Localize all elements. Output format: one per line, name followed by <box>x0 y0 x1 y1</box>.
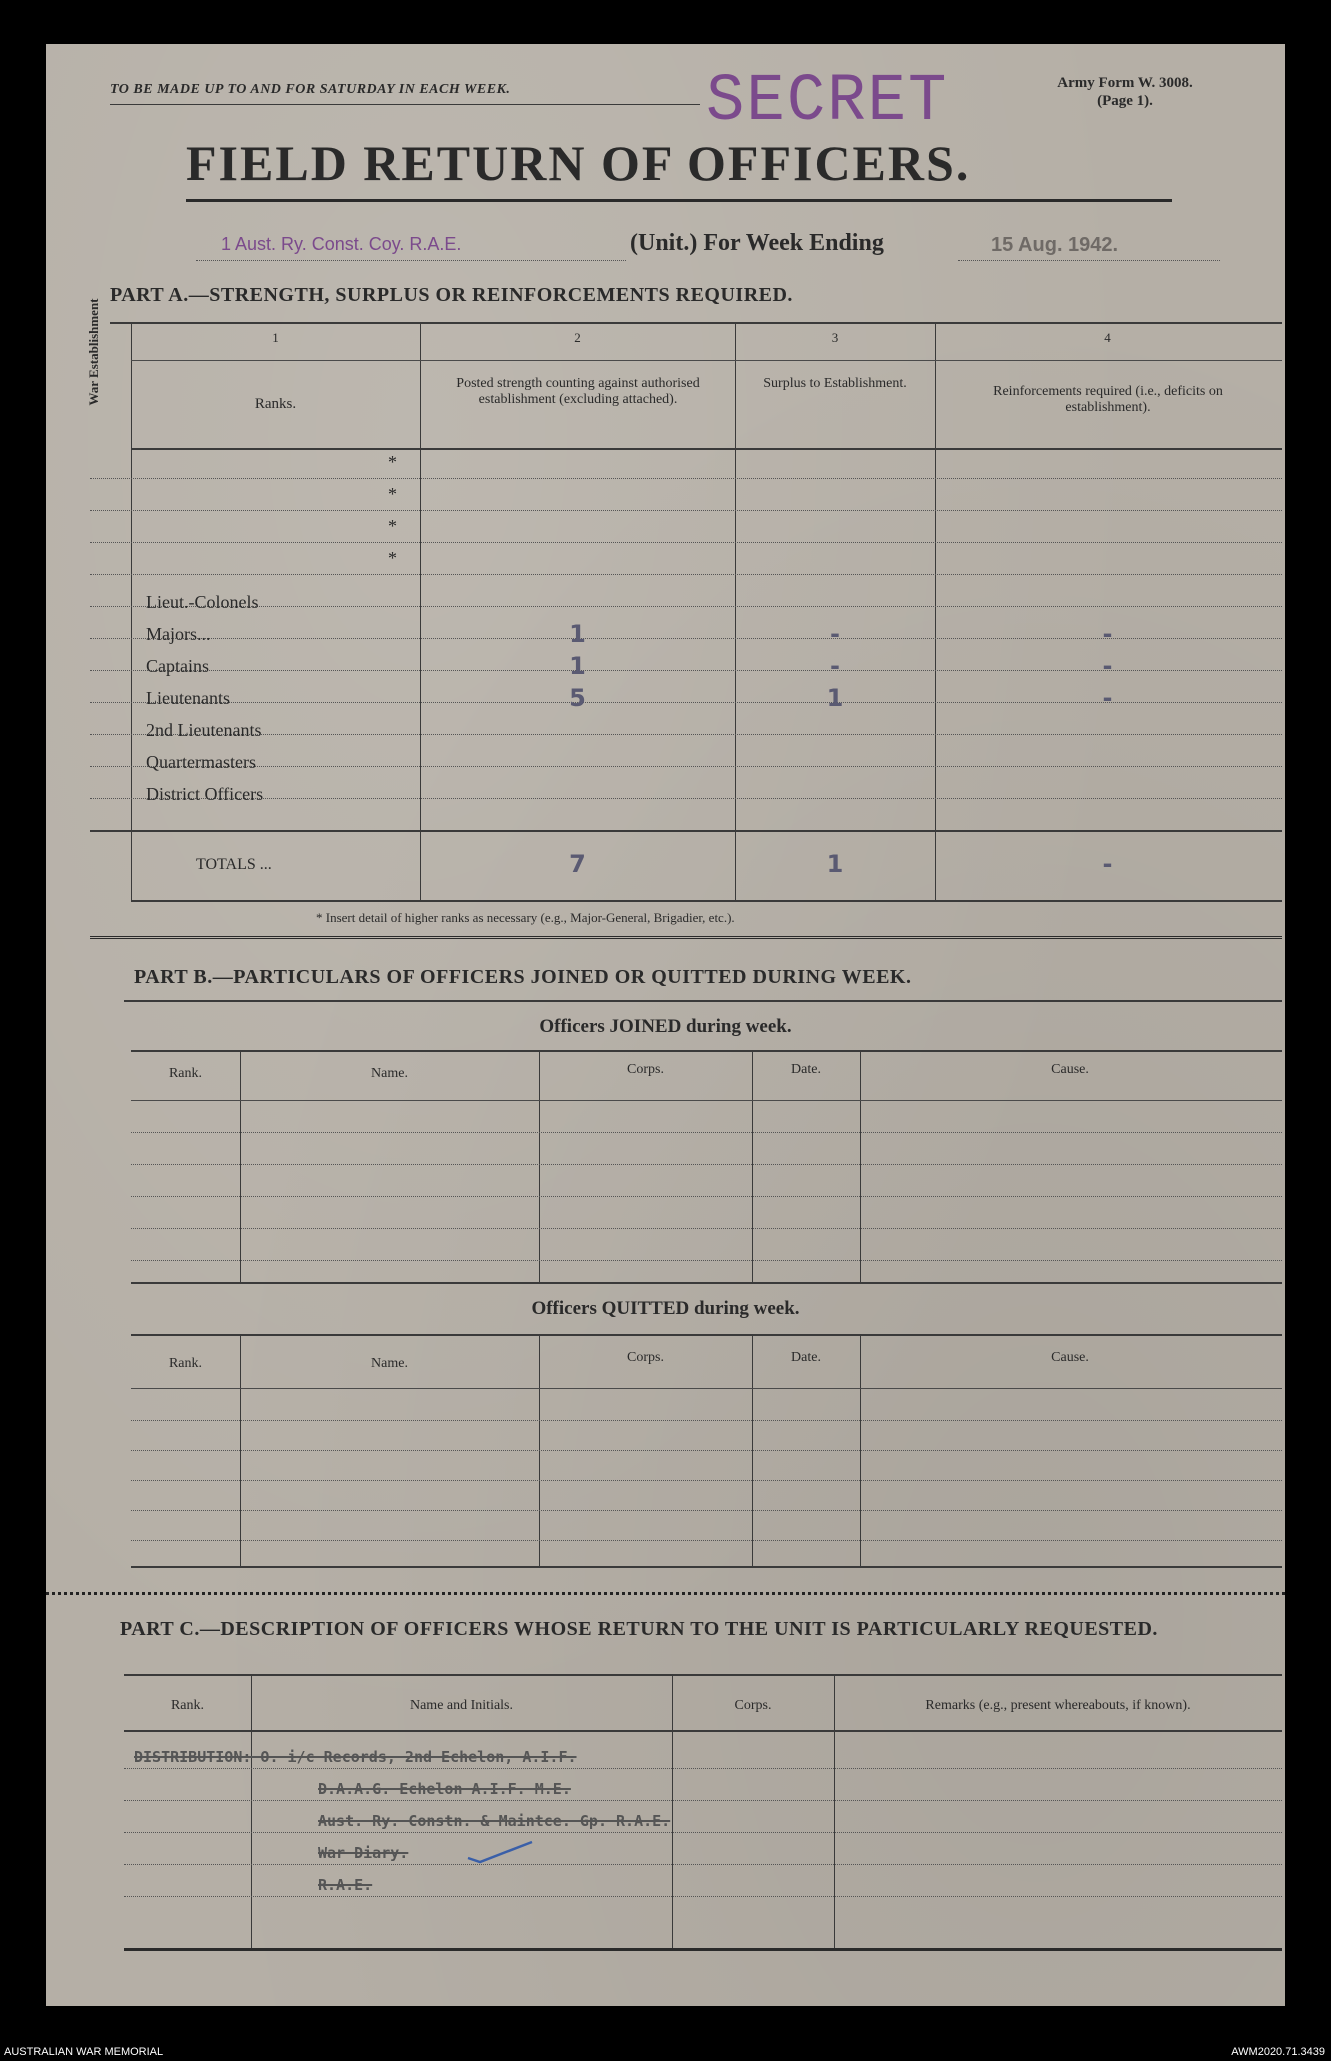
col-number: 2 <box>574 330 581 345</box>
rank-label: Majors... <box>146 624 211 644</box>
totals-bottom-rule <box>131 900 1282 902</box>
col-divider <box>420 322 421 900</box>
totals-posted: 7 <box>569 850 586 878</box>
army-form-number: Army Form W. 3008. <box>1057 75 1193 91</box>
rank-label: Captains <box>146 656 209 676</box>
posted-value: 5 <box>569 684 586 712</box>
joined-date-header: Date. <box>791 1062 821 1077</box>
col-divider <box>935 322 936 900</box>
part-a-top-rule <box>110 322 1282 324</box>
reinf-value: - <box>1102 652 1113 680</box>
totals-label: TOTALS ... <box>196 856 272 873</box>
page-number: (Page 1). <box>1097 93 1153 109</box>
col-number: 4 <box>1104 330 1111 345</box>
row-rule <box>90 574 1282 575</box>
row-rule <box>131 1260 1282 1261</box>
row-rule <box>131 1420 1282 1421</box>
week-dotted-line <box>958 260 1220 261</box>
row-rule <box>90 478 1282 479</box>
row-rule <box>131 1164 1282 1165</box>
row-rule <box>90 734 1282 735</box>
part-c-name-header: Name and Initials. <box>409 1698 514 1713</box>
row-rule <box>131 1450 1282 1451</box>
row-rule <box>131 1132 1282 1133</box>
rank-label: Quartermasters <box>146 752 256 772</box>
quitted-bottom-rule <box>131 1566 1282 1568</box>
posted-value: 1 <box>569 620 586 648</box>
col-divider <box>240 1050 241 1282</box>
row-rule <box>124 1800 1282 1801</box>
col-divider <box>539 1050 540 1282</box>
week-ending-value: 15 Aug. 1942. <box>991 234 1119 256</box>
quitted-top-rule <box>131 1334 1282 1336</box>
unit-value: 1 Aust. Ry. Const. Coy. R.A.E. <box>221 234 462 254</box>
joined-corps-header: Corps. <box>627 1062 664 1077</box>
footer-left: AUSTRALIAN WAR MEMORIAL <box>4 2046 164 2058</box>
joined-rank-header: Rank. <box>168 1066 203 1081</box>
row-rule <box>90 798 1282 799</box>
joined-name-header: Name. <box>371 1066 408 1081</box>
part-c-bottom-rule <box>124 1948 1282 1951</box>
row-rule <box>131 1388 1282 1389</box>
secret-stamp: SECRET <box>706 64 949 140</box>
totals-surplus: 1 <box>826 850 844 878</box>
quitted-date-header: Date. <box>791 1350 821 1365</box>
quitted-corps-header: Corps. <box>627 1350 664 1365</box>
col-divider <box>735 322 736 900</box>
part-c-rule <box>124 1674 1282 1676</box>
star-marker: * <box>388 452 397 472</box>
quitted-name-header: Name. <box>371 1356 408 1371</box>
distribution-line: Aust. Ry. Constn. & Maintce. Gp. R.A.E. <box>318 1812 671 1830</box>
col-divider <box>752 1050 753 1282</box>
joined-title: Officers JOINED during week. <box>539 1016 792 1037</box>
ranks-header: Ranks. <box>254 396 297 412</box>
distribution-line: D.A.A.G. Echelon A.I.F. M.E. <box>318 1780 571 1798</box>
joined-bottom-rule <box>131 1282 1282 1284</box>
row-rule <box>90 766 1282 767</box>
row-rule <box>124 1832 1282 1833</box>
army-form-label <box>1030 74 1220 110</box>
totals-reinf: - <box>1102 850 1113 878</box>
distribution-line: War Diary. <box>318 1844 409 1862</box>
part-b-rule <box>124 1000 1282 1002</box>
footnote: * Insert detail of higher ranks as necessary (e.g., Major-General, Brigadier, etc.). <box>316 910 735 925</box>
part-b-heading: PART B.—PARTICULARS OF OFFICERS JOINED OR QUITTED DURING WEEK. <box>134 966 912 988</box>
row-rule <box>131 1480 1282 1481</box>
form-paper <box>46 44 1285 2006</box>
col-divider <box>860 1050 861 1282</box>
joined-cause-header: Cause. <box>1051 1062 1089 1077</box>
tick-mark-icon <box>466 1836 536 1866</box>
row-rule <box>131 1196 1282 1197</box>
row-rule <box>131 1540 1282 1541</box>
quitted-rank-header: Rank. <box>168 1356 203 1371</box>
star-marker: * <box>388 516 397 536</box>
reinf-value: - <box>1102 620 1113 648</box>
surplus-header: Surplus to Establishment. <box>763 376 907 391</box>
reinf-value: - <box>1102 684 1113 712</box>
distribution-line: DISTRIBUTION: O. i/c Records, 2nd Echelon, A.I.F. <box>134 1748 577 1766</box>
surplus-value: - <box>830 620 840 648</box>
distribution-line: R.A.E. <box>318 1876 373 1894</box>
col-number: 1 <box>272 330 279 345</box>
row-rule <box>131 1510 1282 1511</box>
posted-header: Posted strength counting against authorised establishment (excluding attached). <box>456 376 700 407</box>
row-rule <box>131 1228 1282 1229</box>
quitted-cause-header: Cause. <box>1051 1350 1089 1365</box>
row-rule <box>90 606 1282 607</box>
page-title: FIELD RETURN OF OFFICERS. <box>186 135 971 191</box>
col-divider <box>672 1674 673 1950</box>
row-rule <box>90 510 1282 511</box>
part-c-remarks-header: Remarks (e.g., present whereabouts, if known). <box>925 1698 1191 1713</box>
reinforcements-header: Reinforcements required (i.e., deficits on establishment). <box>993 384 1223 415</box>
header-bottom-rule <box>131 448 1282 450</box>
rank-label: District Officers <box>146 784 264 804</box>
joined-top-rule <box>131 1050 1282 1052</box>
row-rule <box>124 1768 1282 1769</box>
instruction-underline <box>110 104 700 105</box>
part-c-header-rule <box>124 1730 1282 1732</box>
war-establishment-label: War Establishment <box>86 298 101 406</box>
surplus-value: 1 <box>826 684 844 712</box>
row-rule <box>124 1896 1282 1897</box>
quitted-title: Officers QUITTED during week. <box>531 1298 800 1319</box>
col-number: 3 <box>831 330 839 345</box>
surplus-value: - <box>830 652 840 680</box>
totals-top-rule <box>90 830 1282 832</box>
rank-label: 2nd Lieutenants <box>146 720 262 740</box>
instruction-text: TO BE MADE UP TO AND FOR SATURDAY IN EACH WEEK. <box>110 82 511 97</box>
col-divider <box>834 1674 835 1950</box>
unit-dotted-line <box>196 260 626 261</box>
col-divider <box>251 1674 252 1950</box>
row-rule <box>90 542 1282 543</box>
posted-value: 1 <box>569 652 586 680</box>
rank-label: Lieut.-Colonels <box>146 592 259 612</box>
rank-label: Lieutenants <box>146 688 230 708</box>
part-a-heading: PART A.—STRENGTH, SURPLUS OR REINFORCEMENTS REQUIRED. <box>110 284 793 306</box>
footer-right: AWM2020.71.3439 <box>1231 2046 1325 2058</box>
row-rule <box>131 1100 1282 1101</box>
title-underline <box>186 199 1172 202</box>
part-a-end-rule <box>90 936 1282 939</box>
unit-label: (Unit.) For Week Ending <box>630 230 884 256</box>
perforation-line <box>46 1592 1285 1595</box>
row-rule <box>124 1864 1282 1865</box>
part-c-heading: PART C.—DESCRIPTION OF OFFICERS WHOSE RETURN TO THE UNIT IS PARTICULARLY REQUESTED. <box>120 1618 1158 1640</box>
part-c-corps-header: Corps. <box>734 1698 772 1713</box>
part-c-rank-header: Rank. <box>170 1698 205 1713</box>
star-marker: * <box>388 484 397 504</box>
star-marker: * <box>388 548 397 568</box>
col-number-rule <box>131 360 1282 361</box>
